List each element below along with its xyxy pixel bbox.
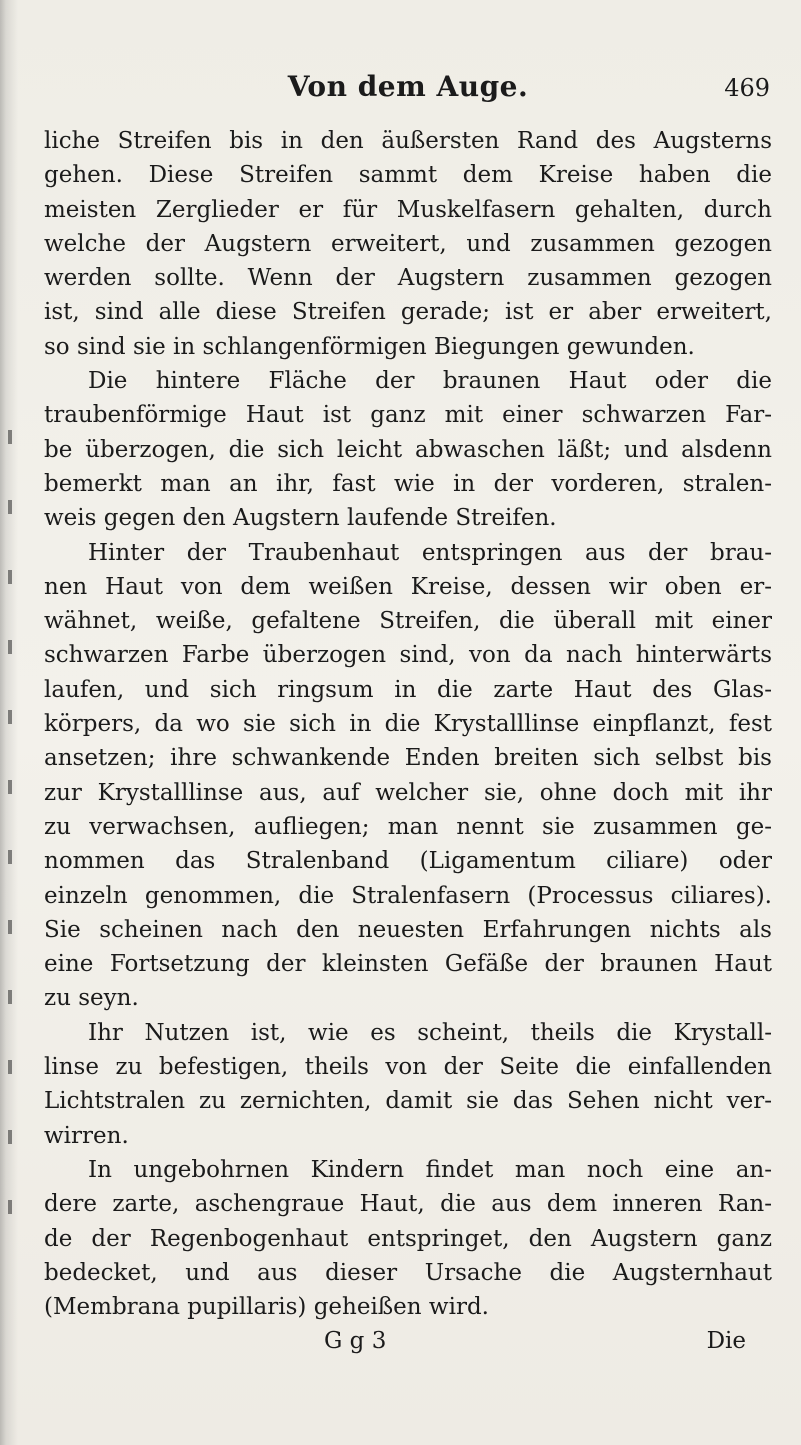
gutter-mark [8,1060,12,1074]
text-line: dere zarte, aschengraue Haut, die aus dem inneren Ran- [44,1191,772,1218]
text-line: ansetzen; ihre schwankende Enden breiten sich selbst bis [44,745,772,772]
text-line: laufen, und sich ringsum in die zarte Haut des Glas- [44,676,772,703]
text-line: körpers, da wo sie sich in die Krystalllinse einpflanzt, fest [44,711,772,738]
text-line: welche der Augstern erweitert, und zusammen gezogen [44,230,772,257]
gutter-mark [8,920,12,934]
text-line: linse zu befestigen, theils von der Seite die einfallenden [44,1054,772,1081]
binding-gutter [0,420,22,1430]
page-number: 469 [724,74,770,102]
text-line: liche Streifen bis in den äußersten Rand des Augsterns [44,128,772,154]
text-line: ist, sind alle diese Streifen gerade; ist er aber erweitert, [44,299,772,326]
gutter-mark [8,780,12,794]
body-text [44,124,772,1359]
gutter-mark [8,1200,12,1214]
paragraph-start-line: Hinter der Traubenhaut entspringen aus der brau- [88,539,772,566]
text-line: einzeln genommen, die Stralenfasern (Processus ciliares). [44,882,772,909]
gutter-mark [8,990,12,1004]
gutter-mark [8,1130,12,1144]
text-line: traubenförmige Haut ist ganz mit einer schwarzen Far- [44,402,772,429]
page-footer [44,1324,772,1358]
text-line: so sind sie in schlangenförmigen Biegungen gewunden. [44,333,695,360]
text-line: Lichtstralen zu zernichten, damit sie das Sehen nicht ver- [44,1088,772,1115]
text-line: schwarzen Farbe überzogen sind, von da nach hinterwärts [44,642,772,669]
text-line: bedecket, und aus dieser Ursache die Augsternhaut [44,1259,772,1286]
page-header [38,70,778,110]
catchword: Die [706,1328,746,1355]
text-line: werden sollte. Wenn der Augstern zusammen gezogen [44,265,772,292]
gutter-mark [8,500,12,514]
gutter-mark [8,570,12,584]
text-line: de der Regenbogenhaut entspringet, den Augstern ganz [44,1225,772,1252]
gutter-mark [8,850,12,864]
text-line: gehen. Diese Streifen sammt dem Kreise haben die [44,162,772,189]
text-line: zu seyn. [44,985,139,1012]
text-line: Sie scheinen nach den neuesten Erfahrungen nichts als [44,916,772,943]
text-line: wähnet, weiße, gefaltene Streifen, die überall mit einer [44,608,772,635]
text-line: nen Haut von dem weißen Kreise, dessen wir oben er- [44,573,772,600]
text-line: meisten Zerglieder er für Muskelfasern gehalten, durch [44,196,772,223]
text-line: wirren. [44,1122,129,1149]
gutter-mark [8,640,12,654]
text-line: nommen das Stralenband (Ligamentum ciliare) oder [44,848,772,875]
text-line: eine Fortsetzung der kleinsten Gefäße der braunen Haut [44,951,772,978]
gutter-mark [8,710,12,724]
gutter-mark [8,430,12,444]
running-title: Von dem Auge. [287,70,529,103]
text-line: (Membrana pupillaris) geheißen wird. [44,1294,489,1321]
text-line: be überzogen, die sich leicht abwaschen läßt; und alsdenn [44,436,772,463]
paragraph-start-line: Die hintere Fläche der braunen Haut oder die [88,368,772,395]
text-line: bemerkt man an ihr, fast wie in der vorderen, stralen- [44,470,772,497]
text-line: zu verwachsen, aufliegen; man nennt sie zusammen ge- [44,813,772,840]
text-line: zur Krystalllinse aus, auf welcher sie, ohne doch mit ihr [44,779,772,806]
paragraph-start-line: Ihr Nutzen ist, wie es scheint, theils die Krystall- [88,1019,772,1046]
signature-mark: G g 3 [324,1328,387,1355]
text-line: weis gegen den Augstern laufende Streifen. [44,505,557,532]
paragraph-start-line: In ungebohrnen Kindern findet man noch eine an- [88,1156,772,1183]
